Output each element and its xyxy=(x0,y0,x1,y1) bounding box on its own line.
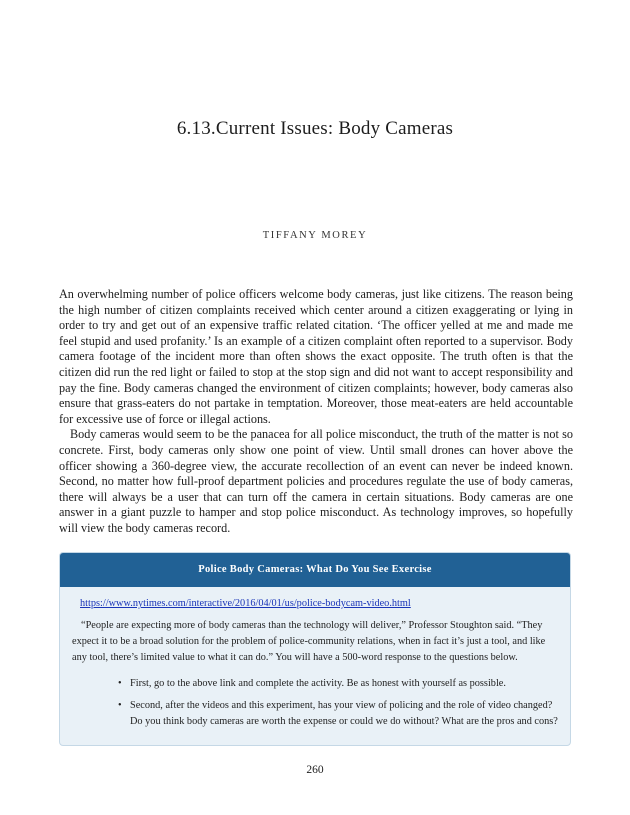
list-item-text: Second, after the videos and this experiment, has your view of policing and the role of video changed? Do you think body cameras are worth the expense or could we do without? What are the pros and cons? xyxy=(130,700,558,727)
list-item-text: First, go to the above link and complete the activity. Be as honest with yourself as possible. xyxy=(130,678,506,689)
exercise-quote: “People are expecting more of body cameras than the technology will deliver,” Professor Stoughton said. “They expect it to be a broad solution for the problem of police-community relations, when in fact it’s just a tool, and like any tool, there’s limited value to what it can do.” You will have a 500-word response to the questions below. xyxy=(72,620,546,663)
exercise-title: Police Body Cameras: What Do You See Exercise xyxy=(60,553,570,587)
list-item xyxy=(72,698,558,730)
body-paragraph: An overwhelming number of police officers welcome body cameras, just like citizens. The reason being the high number of citizen complaints received which center around a citizen exaggerating or lying in order to try and get out of an expensive traffic related citation. ‘The officer yelled at me and made me feel stupid and used profanity.’ Is an example of a citizen complaint often reported to a supervisor. Body camera footage of the incident more than often shows the exact opposite. The truth often is that the citizen did run the red light or failed to stop at the stop sign and did not want to accept responsibility and pay the fine. Body cameras changed the environment of citizen complaints; however, body cameras also ensure that grass-eaters do not partake in temptation. Moreover, those meat-eaters are held accountable for excessive use of force or illegal actions. xyxy=(59,287,573,426)
bullet-icon: • xyxy=(118,700,122,711)
exercise-link[interactable]: https://www.nytimes.com/interactive/2016/04/01/us/police-bodycam-video.html xyxy=(80,598,411,609)
bullet-icon: • xyxy=(118,678,122,689)
body-paragraph: Body cameras would seem to be the panacea for all police misconduct, the truth of the matter is not so concrete. First, body cameras only show one point of view. Until small drones can hover above the officer showing a 360-degree view, the accurate recollection of an event can never be indeed known. Second, no matter how full-proof department policies and procedures regulate the use of body cameras, there will always be a user that can turn off the camera in certain situations. Body cameras are one answer in a giant puzzle to hamper and stop police misconduct. As technology improves, so hopefully will view the body cameras record. xyxy=(59,427,573,535)
exercise-box xyxy=(59,552,571,746)
chapter-title: 6.13.Current Issues: Body Cameras xyxy=(176,118,454,139)
list-item xyxy=(72,676,558,692)
exercise-content xyxy=(60,587,570,730)
page-number: 260 xyxy=(306,764,324,776)
chapter-author: TIFFANY MOREY xyxy=(262,230,368,241)
exercise-list xyxy=(72,676,558,730)
body-text xyxy=(59,287,573,537)
